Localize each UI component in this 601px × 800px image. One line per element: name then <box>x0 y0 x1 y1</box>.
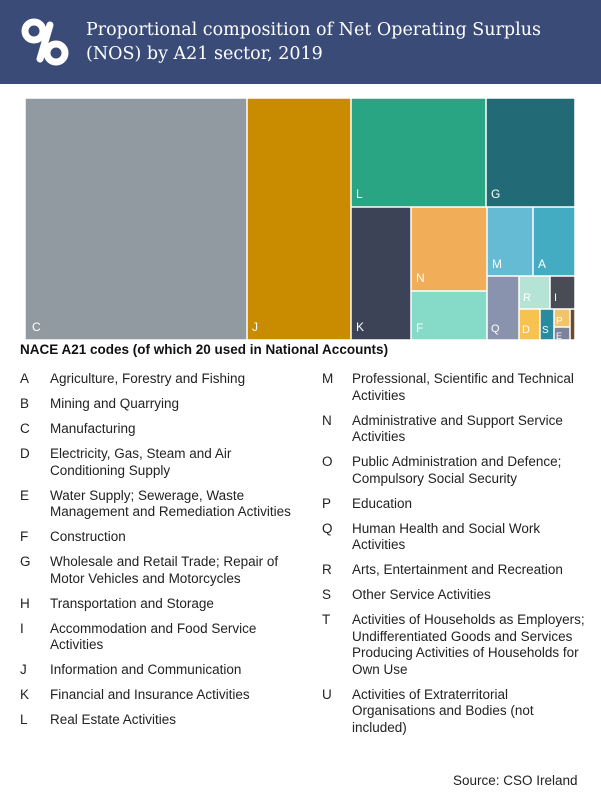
legend-text: Public Administration and Defence; Compulsory Social Security <box>352 454 562 486</box>
legend-text: Mining and Quarrying <box>50 396 180 411</box>
legend-text: Real Estate Activities <box>50 712 177 727</box>
legend-column-left <box>20 371 310 737</box>
treemap-label-g: G <box>491 187 501 201</box>
legend-code: A <box>20 371 30 386</box>
treemap-label-f: F <box>416 321 424 335</box>
header-banner <box>0 0 601 84</box>
legend-text: Water Supply; Sewerage, Waste Management and Remediation Activities <box>50 487 291 519</box>
legend-text: Construction <box>50 529 126 544</box>
legend-item-q <box>322 521 592 554</box>
treemap-label-n: N <box>416 271 425 285</box>
treemap-label-m: M <box>492 257 502 271</box>
treemap-label-r: R <box>523 292 531 304</box>
legend-code: M <box>322 371 334 386</box>
legend-item-l <box>20 712 310 729</box>
legend-code: T <box>322 612 331 627</box>
legend-item-s <box>322 587 592 604</box>
legend-code: K <box>20 687 30 702</box>
treemap-label-e: E <box>556 331 563 340</box>
legend-text: Administrative and Support Service Activities <box>352 412 563 444</box>
legend-code: H <box>20 595 30 611</box>
treemap-chart <box>25 98 575 340</box>
legend-column-right <box>322 371 592 745</box>
legend-code: U <box>322 686 332 702</box>
legend-item-n <box>322 413 592 446</box>
legend-text: Activities of Households as Employers; Undifferentiated Goods and Services Producing Activities of Households for Own Use <box>352 612 585 677</box>
legend-item-u <box>322 687 592 737</box>
legend-item-i <box>20 621 310 654</box>
legend-item-g <box>20 554 310 587</box>
treemap-label-j: J <box>252 320 258 334</box>
legend-item-m <box>322 371 592 404</box>
legend-item-a <box>20 371 310 388</box>
legend-item-e <box>20 488 310 521</box>
legend-item-o <box>322 454 592 487</box>
treemap-cell-j <box>248 99 351 340</box>
legend-code: Q <box>322 520 333 536</box>
legend-code: F <box>20 529 29 544</box>
legend-code: S <box>322 587 332 602</box>
legend-text: Agriculture, Forestry and Fishing <box>50 371 246 386</box>
legend-text: Arts, Entertainment and Recreation <box>352 562 563 577</box>
treemap-cell-other <box>571 310 575 340</box>
legend-item-c <box>20 421 310 438</box>
legend-code: E <box>20 487 30 503</box>
legend-item-j <box>20 662 310 679</box>
legend-code: L <box>20 712 28 727</box>
legend-code: I <box>20 620 24 636</box>
legend-code: R <box>322 562 332 577</box>
legend-item-r <box>322 562 592 579</box>
legend-code: D <box>20 446 30 461</box>
legend-text: Transportation and Storage <box>50 595 214 611</box>
legend-text: Other Service Activities <box>352 587 491 602</box>
legend-text: Accommodation and Food Service Activities <box>50 620 257 652</box>
legend-title: NACE A21 codes (of which 20 used in National Accounts) <box>20 342 389 357</box>
legend-code: O <box>322 454 333 469</box>
legend-item-d <box>20 446 310 479</box>
treemap-label-i: I <box>554 292 558 304</box>
legend-item-h <box>20 596 310 613</box>
legend-text: Manufacturing <box>50 421 136 436</box>
treemap-label-a: A <box>538 257 547 271</box>
legend-code: P <box>322 495 332 511</box>
legend-text: Education <box>352 495 413 511</box>
legend-item-f <box>20 529 310 546</box>
legend-text: Human Health and Social Work Activities <box>352 520 541 552</box>
legend-code: G <box>20 554 31 569</box>
legend-item-t <box>322 612 592 678</box>
legend-code: N <box>322 412 332 428</box>
legend-code: C <box>20 421 30 436</box>
treemap-label-s: S <box>542 325 549 336</box>
treemap-cell-l <box>352 99 486 207</box>
treemap-cell-c <box>26 99 247 340</box>
legend-text: Wholesale and Retail Trade; Repair of Motor Vehicles and Motorcycles <box>50 554 279 586</box>
treemap-label-l: L <box>356 187 363 201</box>
treemap-label-d: D <box>522 324 530 336</box>
legend-code: J <box>20 662 27 677</box>
treemap-label-k: K <box>356 320 365 334</box>
legend-text: Financial and Insurance Activities <box>50 687 250 702</box>
legend-item-p <box>322 496 592 513</box>
legend-text: Electricity, Gas, Steam and Air Conditioning Supply <box>50 446 232 478</box>
treemap-label-c: C <box>32 320 41 334</box>
legend-item-k <box>20 687 310 704</box>
source-note: Source: CSO Ireland <box>453 773 578 788</box>
legend-text: Information and Communication <box>50 662 242 677</box>
legend-text: Activities of Extraterritorial Organisations and Bodies (not included) <box>352 686 534 735</box>
legend-item-b <box>20 396 310 413</box>
legend-text: Professional, Scientific and Technical Activities <box>352 371 574 403</box>
treemap-label-q: Q <box>491 323 500 335</box>
treemap-label-p: P <box>556 316 563 327</box>
chart-title: Proportional composition of Net Operating Surplus (NOS) by A21 sector, 2019 <box>86 20 541 64</box>
cso-logo-icon <box>16 13 74 71</box>
legend-code: B <box>20 396 30 411</box>
